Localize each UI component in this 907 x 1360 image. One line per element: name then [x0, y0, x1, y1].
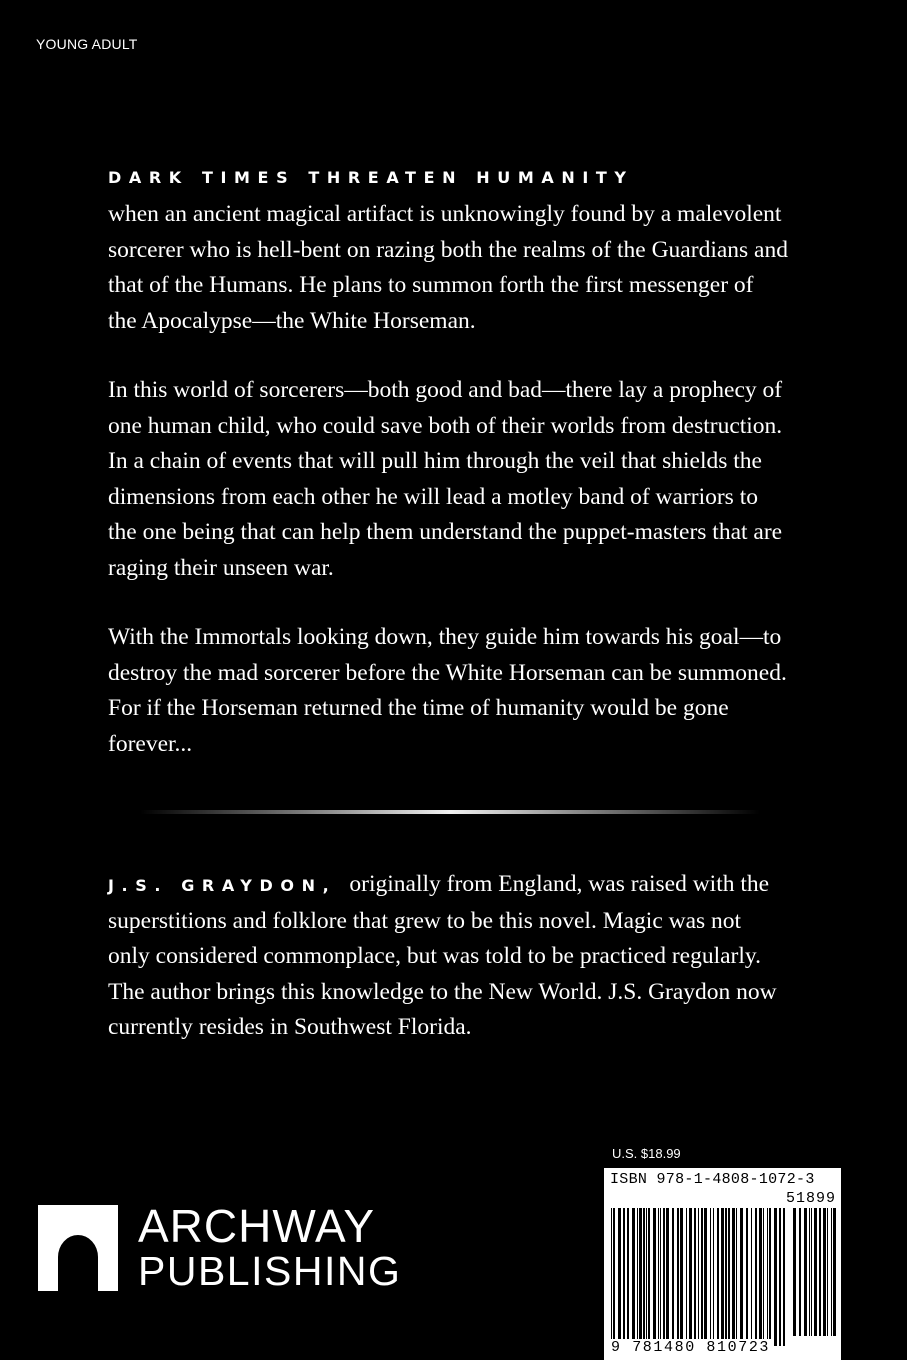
- barcode-bar: [666, 1208, 669, 1346]
- barcode-bar: [814, 1208, 817, 1336]
- barcode-bar: [740, 1208, 743, 1346]
- barcode-bar: [751, 1208, 752, 1346]
- barcode-bar: [701, 1208, 703, 1346]
- barcode-bar: [769, 1208, 771, 1346]
- genre-label: YOUNG ADULT: [36, 36, 138, 52]
- author-name: J.S. GRAYDON,: [108, 876, 350, 895]
- publisher-name-line1: ARCHWAY: [138, 1200, 375, 1252]
- barcode-bar: [779, 1208, 781, 1346]
- barcode-bar: [680, 1208, 683, 1346]
- barcode-bar: [811, 1208, 812, 1336]
- section-divider: [140, 810, 760, 814]
- back-cover-blurb: [108, 163, 788, 796]
- barcode-bar: [632, 1208, 635, 1346]
- barcode-bar: [767, 1208, 768, 1346]
- publisher-logo: [38, 1200, 438, 1294]
- isbn-barcode: [604, 1168, 841, 1360]
- barcode-bar: [648, 1208, 650, 1346]
- ean-barcode-bars: [610, 1208, 788, 1346]
- price-label: U.S. $18.99: [612, 1146, 681, 1161]
- barcode-bar: [672, 1208, 674, 1346]
- blurb-paragraph-1-text: when an ancient magical artifact is unknowingly found by a malevolent sorcerer who is hell-bent on razing both the realms of the Guardians and that of the Humans. He plans to summon forth the first messenger of the Apocalypse—the White Horseman.: [108, 201, 788, 334]
- barcode-bar: [660, 1208, 661, 1346]
- barcode-bar: [710, 1208, 711, 1346]
- barcode-bar: [677, 1208, 679, 1346]
- barcode-bar: [783, 1208, 785, 1346]
- barcode-bar: [725, 1208, 727, 1346]
- isbn-number: ISBN 978-1-4808-1072-3: [610, 1171, 815, 1188]
- barcode-bar: [736, 1208, 737, 1346]
- barcode-bar: [658, 1208, 659, 1346]
- publisher-name: [138, 1200, 402, 1294]
- barcode-bar: [746, 1208, 748, 1346]
- barcode-bar: [763, 1208, 764, 1346]
- barcode-bar: [827, 1208, 828, 1336]
- barcode-bar: [755, 1208, 757, 1346]
- barcode-bar: [639, 1208, 642, 1346]
- barcode-bar: [833, 1208, 836, 1336]
- barcode-bar: [627, 1208, 629, 1346]
- barcode-bar: [799, 1208, 801, 1336]
- barcode-bar: [774, 1208, 777, 1346]
- barcode-bar: [831, 1208, 832, 1336]
- barcode-bar: [623, 1208, 625, 1346]
- barcode-bar: [689, 1208, 692, 1346]
- barcode-bar: [698, 1208, 699, 1346]
- author-bio: [108, 867, 788, 1046]
- barcode-bar: [717, 1208, 719, 1346]
- barcode-bar: [686, 1208, 687, 1346]
- ean-digits: 9 781480 810723: [611, 1339, 771, 1356]
- archway-arch-icon: [38, 1205, 118, 1291]
- barcode-bar: [732, 1208, 735, 1346]
- barcode-bar: [721, 1208, 724, 1346]
- barcode-bar: [728, 1208, 730, 1346]
- barcode-bar: [704, 1208, 707, 1346]
- barcode-bar: [653, 1208, 656, 1346]
- barcode-bar: [804, 1208, 807, 1336]
- author-bio-text: originally from England, was raised with the superstitions and folklore that grew to be this novel. Magic was not only considered commonplace, but was told to be practiced regularly. The author brings this knowledge to the New World. J.S. Graydon now currently resides in Southwest Florida.: [108, 871, 777, 1040]
- publisher-name-line2: PUBLISHING: [138, 1248, 402, 1294]
- barcode-bar: [694, 1208, 696, 1346]
- blurb-lead-heading: DARK TIMES THREATEN HUMANITY: [108, 168, 634, 187]
- barcode-bar: [637, 1208, 638, 1346]
- blurb-paragraph-3: With the Immortals looking down, they guide him towards his goal—to destroy the mad sorcerer before the White Horseman can be summoned. For if the Horseman returned the time of humanity would be gone forever...: [108, 624, 787, 757]
- barcode-bar: [646, 1208, 647, 1346]
- barcode-bar: [713, 1208, 714, 1346]
- barcode-bar: [663, 1208, 665, 1346]
- price-addon-barcode-bars: [792, 1208, 836, 1336]
- barcode-bar: [759, 1208, 762, 1346]
- blurb-paragraph-2: In this world of sorcerers—both good and bad—there lay a prophecy of one human child, who could save both of their worlds from destruction. In a chain of events that will pull him through the veil that shields the dimensions from each other he will lead a motley band of warriors to the one being that can help them understand the puppet-masters that are raging their unseen war.: [108, 377, 783, 581]
- barcode-bar: [613, 1208, 615, 1346]
- barcode-bar: [809, 1208, 810, 1336]
- barcode-bar: [823, 1208, 826, 1336]
- barcode-bar: [793, 1208, 796, 1336]
- barcode-bar: [819, 1208, 821, 1336]
- barcode-bar: [611, 1208, 612, 1346]
- blurb-paragraph-1: [108, 163, 788, 339]
- barcode-bar: [643, 1208, 645, 1346]
- barcode-bar: [618, 1208, 621, 1346]
- author-bio-paragraph: [108, 867, 788, 1046]
- barcode-price-code: 51899: [785, 1190, 836, 1207]
